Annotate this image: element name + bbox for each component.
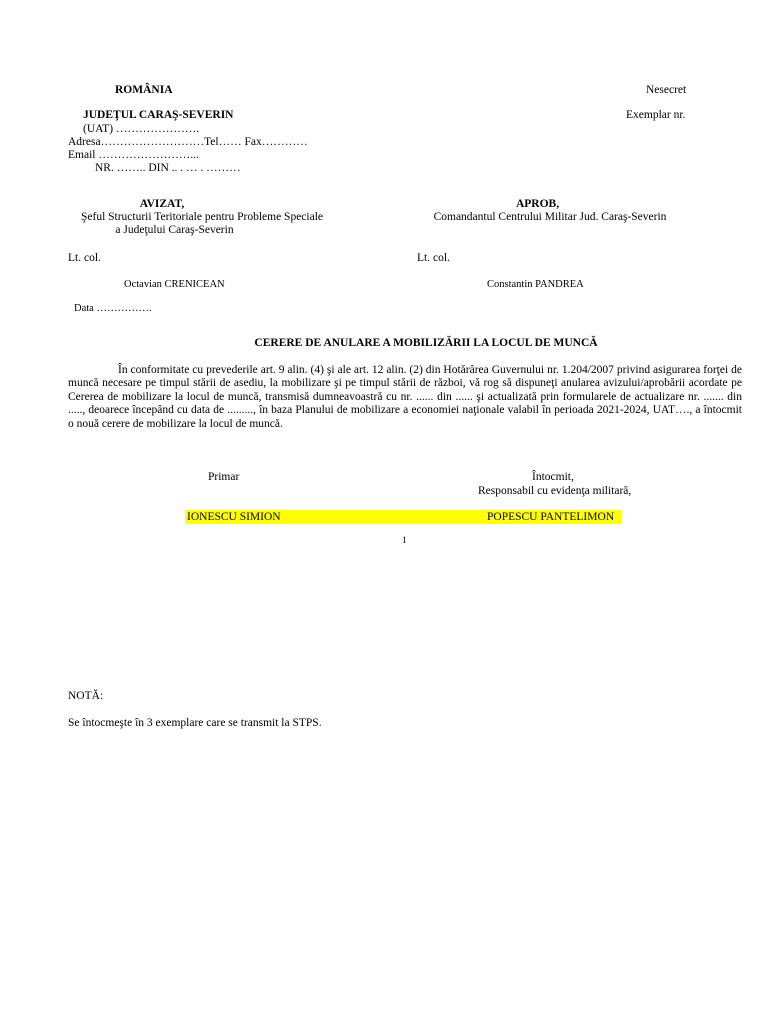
- date-line: Data …………….: [74, 303, 152, 314]
- note-label: NOTĂ:: [68, 690, 104, 702]
- mayor-title: Primar: [208, 471, 240, 483]
- document-title: CERERE DE ANULARE A MOBILIZĂRII LA LOCUL DE MUNCĂ: [254, 337, 598, 349]
- prepared-by-title: Întocmit,: [532, 471, 574, 483]
- avizat-role-line1: Şeful Structurii Teritoriale pentru Probleme Speciale: [80, 211, 323, 223]
- classification-label: Nesecret: [646, 84, 687, 96]
- request-body: În conformitate cu prevederile art. 9 alin. (4) şi ale art. 12 alin. (2) din Hotărârea Guvernului nr. 1.204/2007 privind asigurarea forţei de muncă necesare pe timpul stării de asediu, la mobilizare şi pe timpul stării de război, vă rog să dispuneţi anularea avizului/aprobării acordate pe Cererea de mobilizare la locul de muncă, transmisă dumneavoastră cu nr. ...... din ...... şi actualizată prin formularele de actualizare nr. ....... din ....., deoarece începând cu data de ........., în baza Planului de mobilizare a economiei naţionale valabil în perioada 2021-2024, UAT…., a întocmit o nouă cerere de mobilizare la locul de muncă.: [68, 364, 742, 430]
- page-number: 1: [402, 536, 407, 546]
- avizat-heading: AVIZAT,: [139, 198, 185, 210]
- copy-number-label: Exemplar nr.: [626, 109, 686, 121]
- note-text: Se întocmeşte în 3 exemplare care se transmit la STPS.: [68, 717, 322, 729]
- country-heading: ROMÂNIA: [115, 84, 173, 96]
- county-heading: JUDEŢUL CARAŞ-SEVERIN: [83, 109, 234, 121]
- uat-text: (UAT) ………………….: [83, 123, 200, 135]
- address-line: Adresa………………………Tel…… Fax…………: [68, 136, 308, 148]
- avizat-signatory-name: Octavian CRENICEAN: [124, 279, 225, 290]
- aprob-role-line1: Comandantul Centrului Militar Jud. Caraş-Severin: [433, 211, 667, 223]
- aprob-heading: APROB,: [515, 198, 560, 210]
- prepared-by-name: POPESCU PANTELIMON: [487, 511, 615, 523]
- mayor-name: IONESCU SIMION: [187, 511, 281, 523]
- aprob-rank: Lt. col.: [417, 252, 450, 264]
- email-line: Email ……………………...: [68, 149, 199, 161]
- registration-number-line: NR. …….. DIN .. . … . ………: [95, 162, 241, 174]
- military-records-role: Responsabil cu evidenţa militară,: [478, 485, 632, 497]
- avizat-rank: Lt. col.: [68, 252, 101, 264]
- uat-line: [83, 123, 199, 136]
- aprob-signatory-name: Constantin PANDREA: [487, 279, 584, 290]
- avizat-role-line2: a Judeţului Caraş-Severin: [115, 224, 234, 236]
